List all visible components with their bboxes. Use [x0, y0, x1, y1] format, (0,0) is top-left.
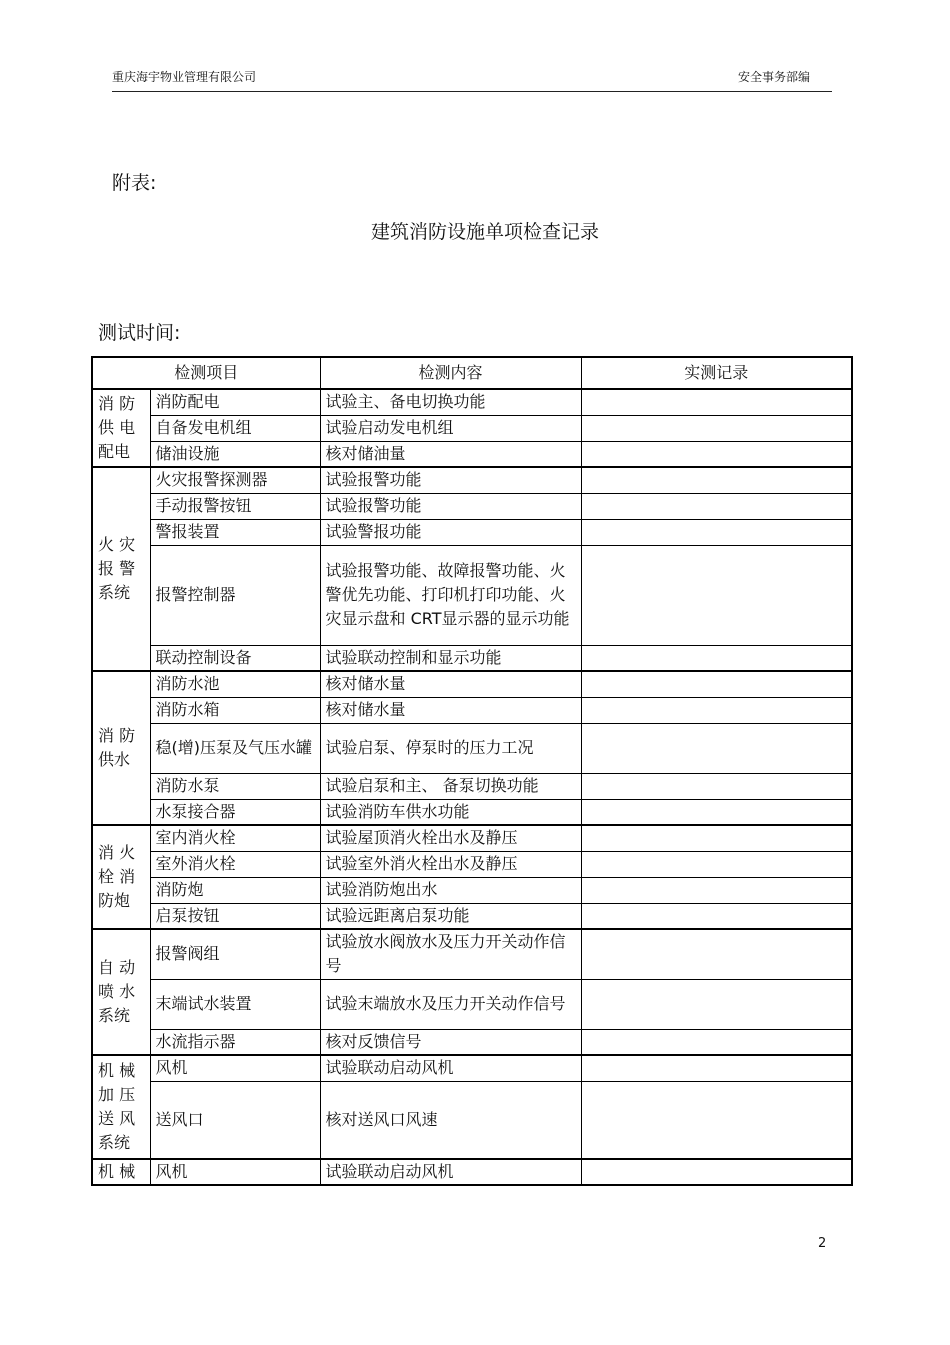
record-cell[interactable] [581, 671, 852, 697]
content-cell: 试验联动启动风机 [320, 1055, 581, 1081]
category-line: 火 灾 [98, 535, 136, 554]
table-row [92, 773, 852, 799]
record-cell[interactable] [581, 441, 852, 467]
record-cell[interactable] [581, 645, 852, 671]
record-cell[interactable] [581, 851, 852, 877]
item-cell: 警报装置 [150, 519, 320, 545]
item-cell: 消防水箱 [150, 697, 320, 723]
header-divider [112, 91, 832, 92]
record-cell[interactable] [581, 903, 852, 929]
record-cell[interactable] [581, 389, 852, 415]
header-content: 检测内容 [320, 357, 581, 389]
item-cell: 稳(增)压泵及气压水罐 [150, 723, 320, 773]
content-cell: 试验启泵、停泵时的压力工况 [320, 723, 581, 773]
table-row [92, 723, 852, 773]
header-item: 检测项目 [92, 357, 320, 389]
header-company: 重庆海宇物业管理有限公司 [112, 70, 257, 84]
content-cell: 试验放水阀放水及压力开关动作信号 [320, 929, 581, 979]
table-row [92, 467, 852, 493]
page-number: 2 [818, 1236, 827, 1251]
record-cell[interactable] [581, 825, 852, 851]
content-cell: 试验联动控制和显示功能 [320, 645, 581, 671]
item-cell: 水泵接合器 [150, 799, 320, 825]
category-line: 消 火 [98, 843, 136, 862]
content-cell: 试验启动发电机组 [320, 415, 581, 441]
content-cell: 试验消防炮出水 [320, 877, 581, 903]
category-line: 送 风 [98, 1109, 136, 1128]
table-row [92, 799, 852, 825]
content-cell: 试验报警功能 [320, 467, 581, 493]
record-cell[interactable] [581, 723, 852, 773]
table-row [92, 1055, 852, 1081]
category-line: 消 防 [98, 394, 136, 413]
item-cell: 联动控制设备 [150, 645, 320, 671]
content-cell: 试验主、备电切换功能 [320, 389, 581, 415]
record-cell[interactable] [581, 799, 852, 825]
content-cell: 试验警报功能 [320, 519, 581, 545]
content-cell: 核对储水量 [320, 697, 581, 723]
content-cell: 试验远距离启泵功能 [320, 903, 581, 929]
item-cell: 室外消火栓 [150, 851, 320, 877]
table-row [92, 979, 852, 1029]
item-cell: 储油设施 [150, 441, 320, 467]
table-row [92, 697, 852, 723]
category-line: 机 械 [98, 1061, 136, 1080]
table-row [92, 389, 852, 415]
inspection-table [91, 356, 853, 1186]
item-cell: 风机 [150, 1055, 320, 1081]
document-title: 建筑消防设施单项检查记录 [370, 221, 599, 243]
content-cell: 核对储油量 [320, 441, 581, 467]
record-cell[interactable] [581, 877, 852, 903]
category-line: 栓 消 [98, 867, 136, 886]
content-cell: 试验室外消火栓出水及静压 [320, 851, 581, 877]
item-cell: 启泵按钮 [150, 903, 320, 929]
header-record: 实测记录 [581, 357, 852, 389]
content-cell: 试验启泵和主、 备泵切换功能 [320, 773, 581, 799]
test-time-label: 测试时间: [98, 322, 181, 344]
item-cell: 消防水泵 [150, 773, 320, 799]
category-line: 系统 [98, 1133, 131, 1152]
item-cell: 室内消火栓 [150, 825, 320, 851]
table-row [92, 415, 852, 441]
content-cell: 试验联动启动风机 [320, 1159, 581, 1185]
category-line: 供水 [98, 750, 131, 769]
header-editor: 安全事务部编 [737, 70, 810, 84]
category-line: 自 动 [98, 958, 136, 977]
category-cell [92, 1055, 150, 1159]
content-cell: 试验末端放水及压力开关动作信号 [320, 979, 581, 1029]
table-row [92, 519, 852, 545]
item-cell: 火灾报警探测器 [150, 467, 320, 493]
table-row [92, 671, 852, 697]
record-cell[interactable] [581, 1029, 852, 1055]
content-cell: 核对送风口风速 [320, 1081, 581, 1159]
category-cell [92, 467, 150, 671]
table-row [92, 1081, 852, 1159]
record-cell[interactable] [581, 1055, 852, 1081]
category-cell [92, 825, 150, 929]
item-cell: 水流指示器 [150, 1029, 320, 1055]
item-cell: 末端试水装置 [150, 979, 320, 1029]
record-cell[interactable] [581, 697, 852, 723]
record-cell[interactable] [581, 773, 852, 799]
record-cell[interactable] [581, 415, 852, 441]
table-row [92, 929, 852, 979]
category-cell [92, 929, 150, 1055]
appendix-label: 附表: [112, 172, 157, 194]
item-cell: 自备发电机组 [150, 415, 320, 441]
category-cell [92, 1159, 150, 1185]
record-cell[interactable] [581, 519, 852, 545]
category-line: 喷 水 [98, 982, 136, 1001]
category-line: 系统 [98, 583, 131, 602]
content-cell: 核对储水量 [320, 671, 581, 697]
category-cell [92, 671, 150, 825]
category-line: 报 警 [98, 559, 136, 578]
record-cell[interactable] [581, 979, 852, 1029]
category-line: 配电 [98, 442, 131, 461]
table-row [92, 493, 852, 519]
item-cell: 风机 [150, 1159, 320, 1185]
category-line: 供 电 [98, 418, 136, 437]
table-row [92, 545, 852, 645]
category-line: 机 械 [98, 1162, 136, 1181]
category-line: 消 防 [98, 726, 136, 745]
content-cell: 核对反馈信号 [320, 1029, 581, 1055]
category-line: 加 压 [98, 1085, 136, 1104]
item-cell: 消防水池 [150, 671, 320, 697]
category-line: 系统 [98, 1006, 131, 1025]
content-cell: 试验报警功能、故障报警功能、火警优先功能、打印机打印功能、火灾显示盘和 CRT显示器的显示功能 [320, 545, 581, 645]
record-cell[interactable] [581, 1159, 852, 1185]
category-line: 防炮 [98, 891, 131, 910]
content-cell: 试验报警功能 [320, 493, 581, 519]
record-cell[interactable] [581, 467, 852, 493]
record-cell[interactable] [581, 929, 852, 979]
item-cell: 送风口 [150, 1081, 320, 1159]
record-cell[interactable] [581, 545, 852, 645]
item-cell: 消防配电 [150, 389, 320, 415]
table-row [92, 877, 852, 903]
record-cell[interactable] [581, 1081, 852, 1159]
record-cell[interactable] [581, 493, 852, 519]
table-row [92, 645, 852, 671]
item-cell: 消防炮 [150, 877, 320, 903]
category-cell [92, 389, 150, 467]
content-cell: 试验屋顶消火栓出水及静压 [320, 825, 581, 851]
item-cell: 报警控制器 [150, 545, 320, 645]
item-cell: 手动报警按钮 [150, 493, 320, 519]
table-row [92, 825, 852, 851]
table-row [92, 441, 852, 467]
table-row [92, 1029, 852, 1055]
table-row [92, 903, 852, 929]
table-row [92, 1159, 852, 1185]
content-cell: 试验消防车供水功能 [320, 799, 581, 825]
item-cell: 报警阀组 [150, 929, 320, 979]
table-row [92, 851, 852, 877]
